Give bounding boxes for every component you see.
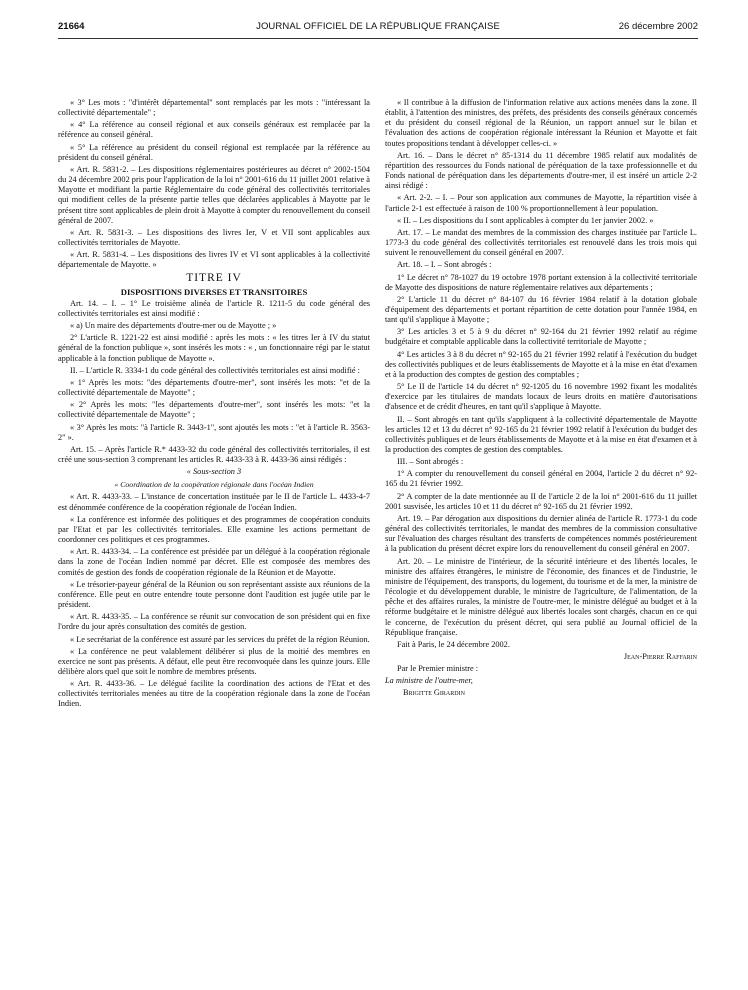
paragraph: « La conférence ne peut valablement délibérer si plus de la moitié des membres en exercice ne sont pas présents. A défaut, elle peut être reconvoquée dans les quinze jours. Elle délibère alors quel que soit le nombre de membres présents.: [58, 646, 370, 676]
paragraph: 3° Les articles 3 et 5 à 9 du décret n° 92-164 du 21 février 1992 relatif au régime budgétaire et comptable applicable dans la collectivité territoriale de Mayotte ;: [385, 327, 697, 347]
paragraph: « 2° Après les mots: "les départements d'outre-mer", sont insérés les mots: "et la collectivité départementale de Mayotte" ;: [58, 400, 370, 420]
paragraph: 1° Le décret n° 78-1027 du 19 octobre 1978 portant extension à la collectivité territoriale de Mayotte des dispositions de nature réglementaire relatives aux départements ;: [385, 272, 697, 292]
paragraph: « 3° Les mots : "d'intérêt départemental" sont remplacés par les mots : "intéressant la collectivité départementale" ;: [58, 98, 370, 118]
paragraph: « a) Un maire des départements d'outre-mer ou de Mayotte ; »: [70, 321, 277, 331]
paragraph: 1° A compter du renouvellement du conseil général en 2004, l'article 2 du décret n° 92-165 du 21 février 1992.: [385, 469, 697, 489]
section-title: TITRE IV: [186, 271, 242, 284]
paragraph: II. – L'article R. 3334-1 du code général des collectivités territoriales est ainsi modifié :: [70, 365, 360, 375]
paragraph: « Le trésorier-payeur général de la Réunion ou son représentant assiste aux réunions de la conférence. Elle peut en outre entendre toute personne dont l'audition est jugée utile par le président.: [58, 579, 370, 610]
paragraph: 2° L'article R. 1221-22 est ainsi modifié : après les mots : « les titres Ier à IV du statut général de la fonction publique », sont insérés les mots : « , un fonctionnaire régi par le statut applicable à la fonction publique de Mayotte ».: [58, 333, 370, 363]
issue-date: 26 décembre 2002: [618, 21, 698, 32]
paragraph: « 4° La référence au conseil régional et aux conseils généraux est remplacée par la référence au conseil général.: [58, 120, 370, 140]
header-rule: [58, 38, 698, 39]
paragraph: « Le secrétariat de la conférence est assuré par les services du préfet de la région Réunion.: [70, 634, 370, 644]
paragraph: Art. 18. – I. – Sont abrogés :: [397, 260, 492, 270]
paragraph: Art. 20. – Le ministre de l'intérieur, de la sécurité intérieure et des libertés locales, le ministre des affaires étrangères, le ministre de l'économie, des finances et de l'industrie, le ministre de l'équipement, des transports, du logement, du tourisme et de la mer, la ministre de l'écologie et du développement durable, le ministre de l'agriculture, de l'alimentation, de la pêche et des affaires rurales, la ministre de l'outre-mer, le ministre délégué au budget et à la réforme budgétaire et le ministre délégué aux libertés locales sont chargés, chacun en ce qui le concerne, de l'exécution du présent décret, qui sera publié au Journal officiel de la République française.: [385, 556, 697, 637]
right-column: [385, 98, 697, 699]
paragraph: « Art. R. 4433-36. – Le délégué facilite la coordination des actions de l'Etat et des collectivités territoriales menées au titre de la coopération régionale dans la zone de l'océan Indien.: [58, 679, 370, 709]
paragraph: « Art. R. 4433-34. – La conférence est présidée par un délégué à la coopération régionale dans la zone de l'océan Indien nommé par décret. Elle est composée des membres des comités de gestion des fonds de coopération régionale de la Réunion et de Mayotte.: [58, 547, 370, 577]
paragraph: III. – Sont abrogés :: [397, 457, 464, 467]
page-number: 21664: [58, 21, 85, 32]
signature-name: Jean-Pierre Raffarin: [623, 651, 697, 661]
paragraph: « II. – Les dispositions du I sont applicables à compter du 1er janvier 2002. »: [397, 215, 654, 225]
page-header: [58, 21, 698, 37]
paragraph: « 3° Après les mots: "à l'article R. 3443-1", sont ajoutés les mots : "et à l'article R. 3563-2" ».: [58, 422, 370, 442]
paragraph: « Art. 2-2. – I. – Pour son application aux communes de Mayotte, la répartition visée à l'article 2-1 est effectuée à raison de 100 % proportionnellement à leur population.: [385, 193, 697, 213]
signature-title: La ministre de l'outre-mer,: [385, 676, 473, 686]
paragraph: « La conférence est informée des politiques et des programmes de coopération conduits par l'Etat et par les collectivités territoriales. Elle examine les actions permettant de coordonner ces politiques et ces programmes.: [58, 514, 370, 545]
section-subtitle: DISPOSITIONS DIVERSES ET TRANSITOIRES: [120, 286, 308, 297]
paragraph: 4° Les articles 3 à 8 du décret n° 92-165 du 21 février 1992 relatif à l'exécution du budget des collectivités publiques et de leurs établissements de Mayotte et à la mise en état d'examen et à la production des comptes de gestion des comptables ;: [385, 349, 697, 379]
paragraph: « Il contribue à la diffusion de l'information relative aux actions menées dans la zone. Il établit, à l'attention des ministres, des préfets, des présidents des conseils généraux concernés et du président du conseil régional de la Réunion, un rapport annuel sur le bilan et l'évaluation des actions de coopération régionale intéressant la Réunion et Mayotte et fait toutes propositions tendant à développer celles-ci. »: [385, 98, 697, 148]
paragraph: « Art. R. 5831-2. – Les dispositions réglementaires postérieures au décret n° 2002-1504 du 24 décembre 2002 pris pour l'application de la loi n° 2001-616 du 11 juillet 2001 relative à Mayotte et modifiant la partie Réglementaire du code général des collectivités territoriales qui modifient celles de la présente partie telles que déclarées applicables à Mayotte par le présent titre sont applicables de plein droit à Mayotte à compter du renouvellement du conseil général de 2007.: [58, 164, 370, 225]
paragraph: 2° L'article 11 du décret n° 84-107 du 16 février 1984 relatif à la dotation globale d'équipement des départements et portant répartition de cette dotation pour l'année 1984, en tant qu'il s'applique à Mayotte ;: [385, 294, 697, 325]
signature-line: Par le Premier ministre :: [397, 664, 479, 674]
journal-title: JOURNAL OFFICIEL DE LA RÉPUBLIQUE FRANÇAISE: [256, 21, 500, 32]
signature-name: Brigitte Girardin: [403, 688, 465, 698]
paragraph: « Art. R. 4433-35. – La conférence se réunit sur convocation de son président qui en fixe l'ordre du jour après consultation des comités de gestion.: [58, 612, 370, 632]
paragraph: Art. 14. – I. – 1° Le troisième alinéa de l'article R. 1211-5 du code général des collectivités territoriales est ainsi modifié :: [58, 298, 370, 318]
paragraph: 2° A compter de la date mentionnée au II de l'article 2 de la loi n° 2001-616 du 11 juillet 2001 susvisée, les articles 10 et 11 du décret n° 92-165 du 21 février 1992.: [385, 491, 697, 511]
paragraph: Art. 19. – Par dérogation aux dispositions du dernier alinéa de l'article R. 1773-1 du code général des collectivités territoriales, le mandat des membres de la commission consultative sur l'évaluation des charges résultant des transferts de compétences nommés postérieurement à la publication du présent décret expire lors du renouvellement du conseil général en 2007.: [385, 513, 697, 554]
paragraph: « 1° Après les mots: "des départements d'outre-mer", sont insérés les mots: "et de la collectivité départementale de Mayotte" ;: [58, 377, 370, 398]
paragraph: « 5° La référence au président du conseil régional est remplacée par la référence au président du conseil général.: [58, 142, 370, 162]
paragraph: Art. 16. – Dans le décret n° 85-1314 du 11 décembre 1985 relatif aux modalités de répartition des ressources du Fonds national de péréquation de la taxe professionnelle et du Fonds national de péréquation dans les départements d'outre-mer, il est inséré un article 2-2 ainsi rédigé :: [385, 150, 697, 191]
paragraph: « Art. R. 5831-4. – Les dispositions des livres IV et VI sont applicables à la collectivité départementale de Mayotte. »: [58, 250, 370, 270]
paragraph: 5° Le II de l'article 14 du décret n° 92-1205 du 16 novembre 1992 fixant les modalités d'exercice par les titulaires de mandats locaux de leurs droits en matière d'autorisations d'absence et de crédit d'heures, en tant qu'il s'applique à Mayotte.: [385, 382, 697, 412]
paragraph: « Art. R. 4433-33. – L'instance de concertation instituée par le II de l'article L. 4433-4-7 est dénommée conférence de la coopération régionale de l'océan Indien.: [58, 492, 370, 512]
paragraph: Fait à Paris, le 24 décembre 2002.: [397, 639, 510, 649]
subsection-heading: « Sous-section 3: [186, 467, 242, 477]
left-column: [58, 98, 370, 710]
subsection-title: « Coordination de la coopération régionale dans l'océan Indien: [114, 480, 314, 490]
paragraph: Art. 17. – Le mandat des membres de la commission des charges instituée par l'article L. 1773-3 du code général des collectivités territoriales est renouvelé dans les trois mois qui suivent le renouvellement du conseil général en 2007.: [385, 227, 697, 258]
paragraph: « Art. R. 5831-3. – Les dispositions des livres Ier, V et VII sont applicables aux collectivités territoriales de Mayotte.: [58, 227, 370, 248]
paragraph: Art. 15. – Après l'article R.* 4433-32 du code général des collectivités territoriales, il est créé une sous-section 3 comprenant les articles R. 4433-33 à R. 4433-36 ainsi rédigés :: [58, 444, 370, 464]
paragraph: II. – Sont abrogés en tant qu'ils s'appliquent à la collectivité départementale de Mayotte les articles 12 et 13 du décret n° 92-165 du 21 février 1992 relatif à l'exécution du budget des collectivités publiques et de leurs établissements de Mayotte et à la mise en état d'examen et à la production des comptes de gestion des comptables.: [385, 414, 697, 454]
